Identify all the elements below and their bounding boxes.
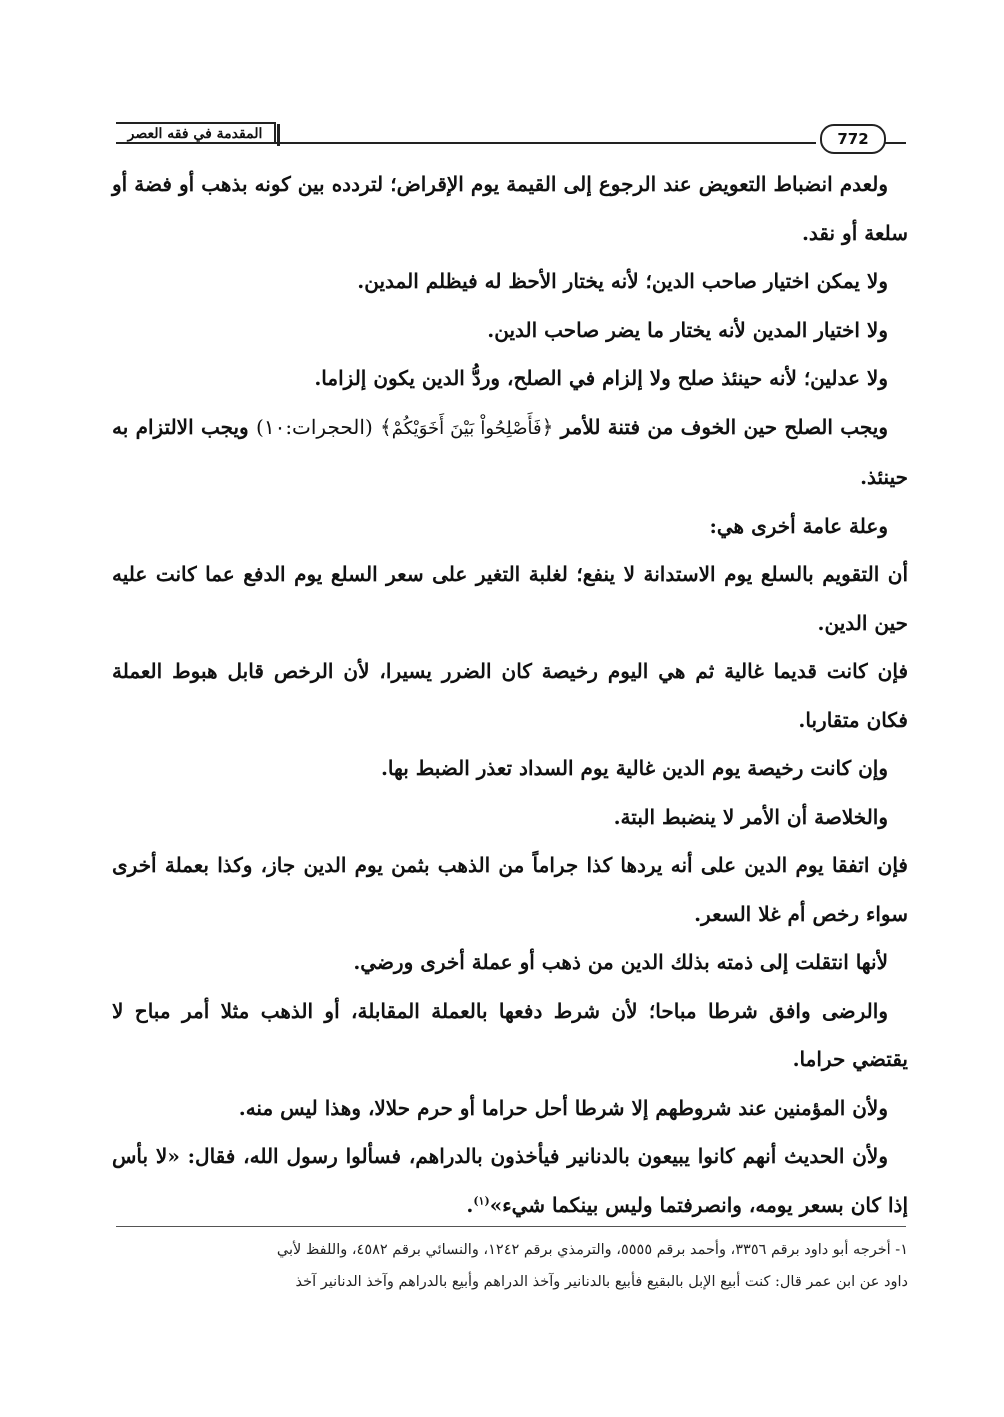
header-rule <box>116 142 816 144</box>
footnote-line: ١- أخرجه أبو داود برقم ٣٣٥٦، وأحمد برقم ٥٥٥٥، والترمذي برقم ١٢٤٢، والنسائي برقم ٤٥٨٢، واللفظ لأبي <box>276 1242 908 1258</box>
verse-reference: (الحجرات:١٠) <box>256 414 373 439</box>
paragraph: ولأن المؤمنين عند شروطهم إلا شرطا أحل حراما أو حرم حلالا، وهذا ليس منه. <box>238 1095 888 1120</box>
paragraph: وإن كانت رخيصة يوم الدين غالية يوم السداد تعذر الضبط بها. <box>380 756 888 780</box>
verse-open-bracket: ﴿ <box>541 414 554 439</box>
paragraph-end: . <box>466 1192 474 1217</box>
paragraph: فإن اتفقا يوم الدين على أنه يردها كذا جراماً من الذهب بثمن يوم الدين جاز، وكذا بعملة أخرى سواء رخص أم غلا السعر. <box>112 853 908 926</box>
header-rule-tail <box>884 142 906 144</box>
verse-close-bracket: ﴾ <box>380 414 392 439</box>
footnote-separator <box>116 1226 906 1227</box>
quran-verse: فَأَصْلِحُواْ بَيْنَ أَخَوَيْكُمْ <box>391 417 542 439</box>
page-number: 772 <box>820 124 886 154</box>
footnote-line: داود عن ابن عمر قال: كنت أبيع الإبل بالبقيع فأبيع بالدنانير وآخذ الدراهم وأبيع بالدراهم وآخذ الدنانير آخذ <box>295 1274 908 1290</box>
footnotes <box>112 1234 908 1298</box>
paragraph: ولا يمكن اختيار صاحب الدين؛ لأنه يختار الأحظ له فيظلم المدين. <box>357 269 888 293</box>
paragraph-text: ويجب الصلح حين الخوف من فتنة للأمر <box>560 414 888 439</box>
paragraph: لأنها انتقلت إلى ذمته بذلك الدين من ذهب أو عملة أخرى ورضي. <box>353 950 888 974</box>
footnote-reference[interactable]: (١) <box>473 1193 490 1207</box>
paragraph: ولعدم انضباط التعويض عند الرجوع إلى القيمة يوم الإقراض؛ لتردده بين كونه بذهب أو فضة أو سلعة أو نقد. <box>112 172 908 245</box>
paragraph: والرضى وافق شرطا مباحا؛ لأن شرط دفعها بالعملة المقابلة، أو الذهب مثلا أمر مباح لا يقتضي حراما. <box>112 998 908 1071</box>
paragraph-text: ولأن الحديث أنهم كانوا يبيعون بالدنانير فيأخذون بالدراهم، فسألوا رسول الله، فقال: «لا بأس إذا كان بسعر يومه، وانصرفتما وليس بينكما شيء» <box>112 1144 908 1217</box>
paragraph: فإن كانت قديما غالية ثم هي اليوم رخيصة كان الضرر يسيرا، لأن الرخص قابل هبوط العملة فكان متقاربا. <box>112 659 909 732</box>
paragraph: وعلة عامة أخرى هي: <box>709 513 888 538</box>
paragraph: والخلاصة أن الأمر لا ينضبط البتة. <box>613 804 888 829</box>
paragraph-with-footnote <box>112 1132 908 1229</box>
paragraph-with-verse <box>112 403 908 502</box>
paragraph: ولا عدلين؛ لأنه حينئذ صلح ولا إلزام في الصلح، وردُّ الدين يكون إلزاما. <box>314 366 888 390</box>
paragraph: ولا اختيار المدين لأنه يختار ما يضر صاحب الدين. <box>487 317 888 342</box>
paragraph: أن التقويم بالسلع يوم الاستدانة لا ينفع؛ لغلبة التغير على سعر السلع يوم الدفع عما كانت عليه حين الدين. <box>112 562 908 635</box>
body-text <box>112 160 908 1229</box>
book-title: المقدمة في فقه العصر <box>116 122 276 144</box>
paragraph-text: ويجب الالتزام به حينئذ. <box>112 414 908 489</box>
